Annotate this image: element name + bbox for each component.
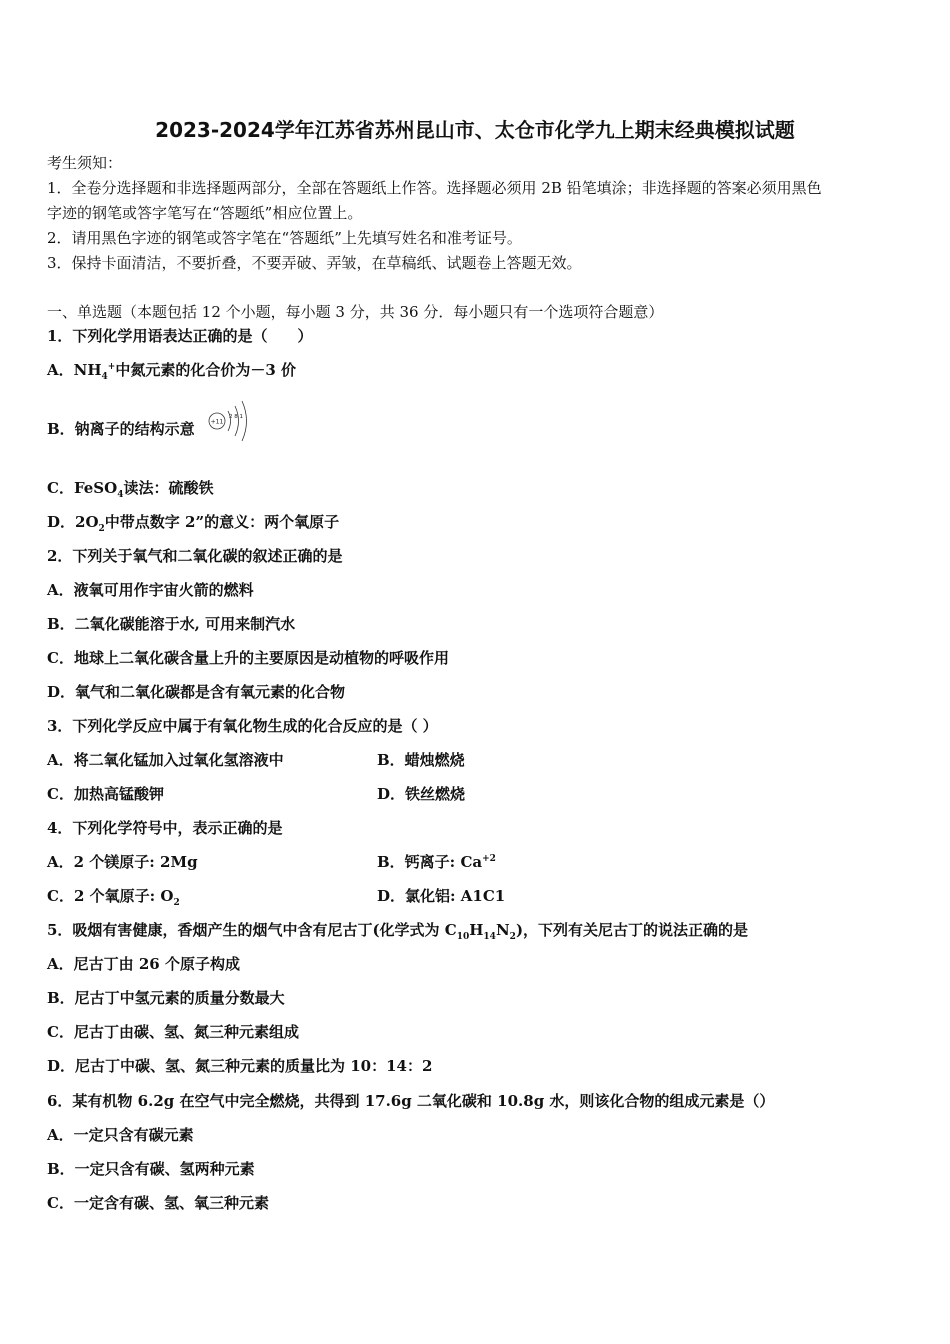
notice-heading: 考生须知： [47, 154, 123, 172]
q6-option-a: A．一定只含有碳元素 [47, 1126, 194, 1144]
notice-line-1-cont: 字迹的钢笔或答字笔写在“答题纸”相应位置上。 [47, 204, 363, 222]
nucleus-charge: +11 [210, 418, 224, 426]
page-title: 2023-2024学年江苏省苏州昆山市、太仓市化学九上期末经典模拟试题 [155, 118, 795, 142]
shell-2-arc [235, 406, 239, 436]
q3-option-a: A．将二氧化锰加入过氧化氢溶液中 [47, 751, 284, 769]
notice-line-1: 1．全卷分选择题和非选择题两部分，全部在答题纸上作答。选择题必须用 2B 铅笔填涂；非选择题的答案必须用黑色 [47, 179, 822, 197]
shell-3-arc [242, 401, 247, 441]
q3-option-d: D．铁丝燃烧 [377, 785, 466, 803]
q3-option-c: C．加热高锰酸钾 [47, 785, 164, 803]
q2-option-a: A．液氧可用作宇宙火箭的燃料 [47, 581, 254, 599]
q5-option-c: C．尼古丁由碳、氢、氮三种元素组成 [47, 1023, 299, 1041]
q5-stem: 5．吸烟有害健康，香烟产生的烟气中含有尼古丁(化学式为 $C_{10}H_{14}N_2$)，下列有关尼古丁的说法正确的是 [47, 921, 749, 942]
shell-electron-counts: 2 8 1 [229, 414, 243, 420]
q1-stem: 1．下列化学用语表达正确的是（ ） [47, 327, 313, 345]
sodium-ion-diagram [206, 396, 254, 446]
q3-stem: 3．下列化学反应中属于有氧化物生成的化合反应的是（ ） [47, 717, 438, 735]
q2-option-b: B．二氧化碳能溶于水, 可用来制汽水 [47, 615, 296, 633]
q5-option-d: D．尼古丁中碳、氢、氮三种元素的质量比为 10：14：2 [47, 1057, 433, 1075]
q2-option-c: C．地球上二氧化碳含量上升的主要原因是动植物的呼吸作用 [47, 649, 449, 667]
q6-stem: 6．某有机物 6.2g 在空气中完全燃烧，共得到 17.6g 二氧化碳和 10.8g 水，则该化合物的组成元素是（） [47, 1092, 775, 1110]
q4-option-b: B．钙离子: $Ca^{+2}$ [377, 853, 496, 871]
q1-option-b: B．钠离子的结构示意 [47, 420, 195, 438]
q5-option-a: A．尼古丁由 26 个原子构成 [47, 955, 240, 973]
q2-stem: 2．下列关于氧气和二氧化碳的叙述正确的是 [47, 547, 343, 565]
q1-option-a: A．$NH_4^+$中氮元素的化合价为－3 价 [47, 361, 297, 382]
q3-option-b: B．蜡烛燃烧 [377, 751, 465, 769]
q5-option-b: B．尼古丁中氢元素的质量分数最大 [47, 989, 285, 1007]
q1-option-c: C．FeSO$_4$读法：硫酸铁 [47, 479, 214, 500]
section-heading: 一、单选题（本题包括 12 个小题，每小题 3 分，共 36 分．每小题只有一个选项符合题意） [47, 303, 664, 321]
q2-option-d: D．氧气和二氧化碳都是含有氧元素的化合物 [47, 683, 346, 701]
q4-option-a: A．2 个镁原子: 2Mg [47, 853, 198, 871]
q1-option-d: D．$2O_2$中带点数字 2”的意义：两个氧原子 [47, 513, 340, 534]
q6-option-c: C．一定含有碳、氢、氧三种元素 [47, 1194, 269, 1212]
q4-stem: 4．下列化学符号中，表示正确的是 [47, 819, 283, 837]
notice-line-2: 2．请用黑色字迹的钢笔或答字笔在“答题纸”上先填写姓名和准考证号。 [47, 229, 522, 247]
q4-option-c: C．2 个氧原子: $O_2$ [47, 887, 180, 908]
q6-option-b: B．一定只含有碳、氢两种元素 [47, 1160, 255, 1178]
notice-line-3: 3．保持卡面清洁，不要折叠，不要弄破、弄皱，在草稿纸、试题卷上答题无效。 [47, 254, 582, 272]
q4-option-d: D．氯化铝: A1C1 [377, 887, 506, 905]
